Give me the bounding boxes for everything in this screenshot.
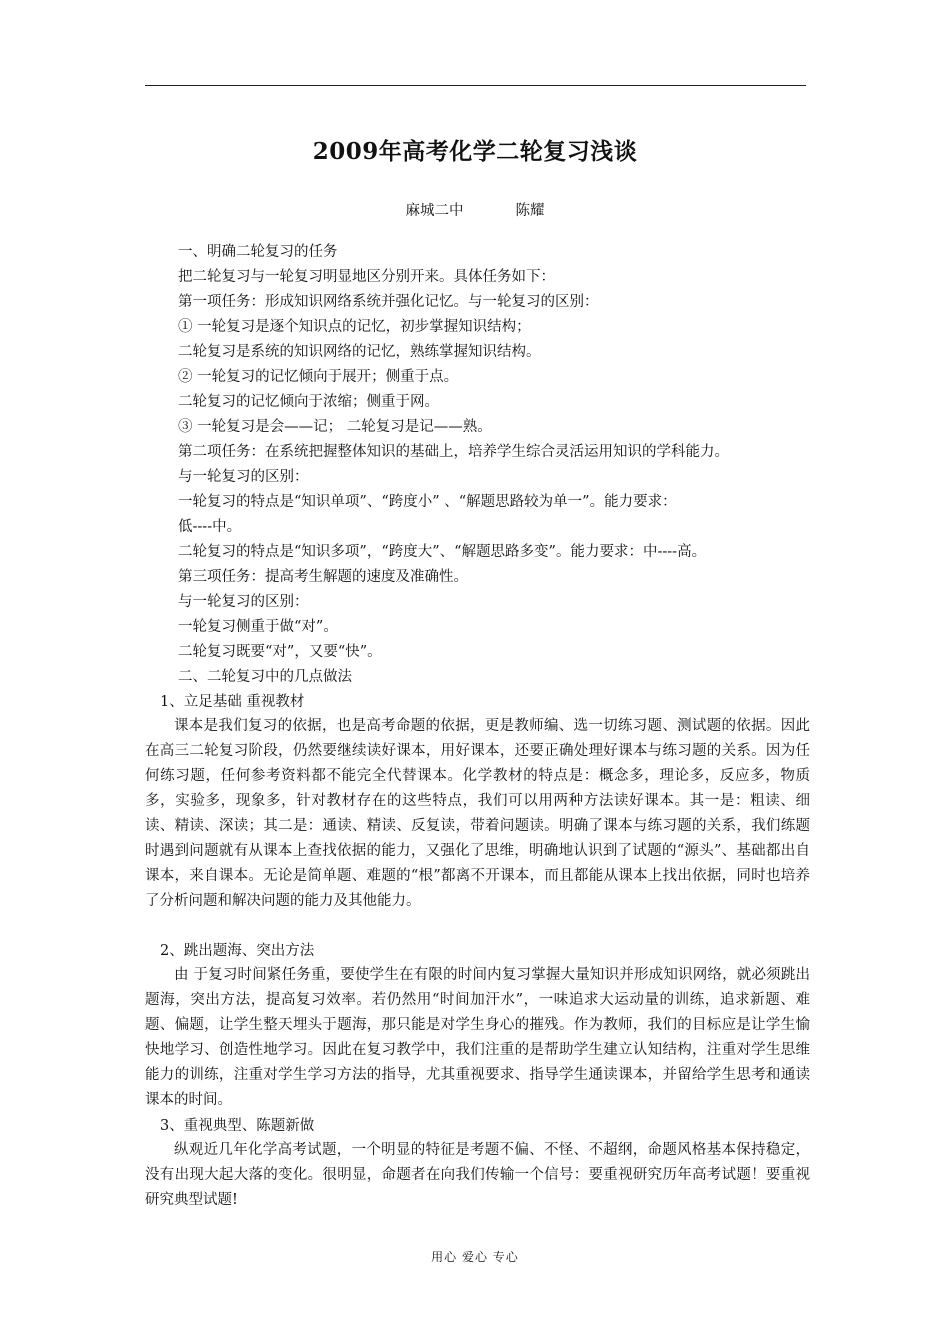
header-rule: [145, 85, 806, 86]
page-footer: 用心 爱心 专心: [431, 1250, 519, 1264]
line-15: 与一轮复习的区别：: [178, 594, 309, 610]
line-7: 二轮复习的记忆倾向于浓缩；侧重于网。: [178, 394, 439, 410]
line-16: 一轮复习侧重于做“对”。: [178, 619, 338, 635]
line-6: ② 一轮复习的记忆倾向于展开；侧重于点。: [178, 369, 459, 385]
line-10: 与一轮复习的区别：: [178, 469, 309, 485]
line-3: 第一项任务：形成知识网络系统并强化记忆。与一轮复习的区别：: [178, 294, 599, 310]
line-14: 第三项任务：提高考生解题的速度及准确性。: [178, 569, 468, 585]
line-8: ③ 一轮复习是会——记； 二轮复习是记——熟。: [178, 419, 492, 435]
line-11: 一轮复习的特点是“知识单项”、“跨度小” 、“解题思路较为单一”。能力要求：: [178, 494, 677, 510]
section-2-heading: 2、跳出题海、突出方法: [160, 943, 315, 959]
author-name: 陈耀: [515, 203, 545, 219]
section-3-heading: 3、重视典型、陈题新做: [160, 1118, 315, 1134]
line-4: ① 一轮复习是逐个知识点的记忆，初步掌握知识结构；: [178, 319, 531, 335]
document-title: 2009年高考化学二轮复习浅谈: [312, 138, 638, 165]
byline: [0, 199, 950, 220]
section-1-body: 课本是我们复习的依据，也是高考命题的依据，更是教师编、选一切练习题、测试题的依据。因此在高三二轮复习阶段，仍然要继续读好课本，用好课本，还要正确处理好课本与练习题的关系。因为任何练习题，任何参考资料都不能完全代替课本。化学教材的特点是：概念多，理论多，反应多，物质多，实验多，现象多，针对教材存在的这些特点，我们可以用两种方法读好课本。其一是：粗读、细读、精读、深读；其二是：通读、精读、反复读，带着问题读。明确了课本与练习题的关系，我们练题时遇到问题就有从课本上查找依据的能力，又强化了思维，明确地认识到了试题的“源头”、基础都出自课本，来自课本。无论是简单题、难题的“根”都离不开课本，而且都能从课本上找出依据，同时也培养了分析问题和解决问题的能力及其他能力。: [145, 718, 810, 909]
section-1-heading: 1、立足基础 重视教材: [160, 694, 305, 710]
section-3-body: 纵观近几年化学高考试题，一个明显的特征是考题不偏、不怪、不超纲，命题风格基本保持稳定，没有出现大起大落的变化。很明显，命题者在向我们传输一个信号：要重视研究历年高考试题！要重视研究典型试题!: [145, 1142, 810, 1208]
line-12: 低----中。: [178, 519, 242, 535]
line-5: 二轮复习是系统的知识网络的记忆，熟练掌握知识结构。: [178, 344, 541, 360]
line-9: 第二项任务：在系统把握整体知识的基础上，培养学生综合灵活运用知识的学科能力。: [178, 444, 729, 460]
section-2-body: 由 于复习时间紧任务重，要使学生在有限的时间内复习掌握大量知识并形成知识网络，就必须跳出题海，突出方法，提高复习效率。若仍然用“时间加汗水”，一味追求大运动量的训练，追求新题、难题、偏题，让学生整天埋头于题海，那只能是对学生身心的摧残。作为教师，我们的目标应是让学生愉快地学习、创造性地学习。因此在复习教学中，我们注重的是帮助学生建立认知结构，注重对学生思维能力的训练，注重对学生学习方法的指导，尤其重视要求、指导学生通读课本，并留给学生思考和通读课本的时间。: [145, 967, 810, 1108]
line-1: 一、明确二轮复习的任务: [178, 244, 338, 260]
line-18: 二、二轮复习中的几点做法: [178, 669, 352, 685]
line-13: 二轮复习的特点是“知识多项”，“跨度大”、“解题思路多变”。能力要求：中----高。: [178, 544, 707, 560]
line-2: 把二轮复习与一轮复习明显地区分别开来。具体任务如下：: [178, 269, 555, 285]
line-17: 二轮复习既要“对”，又要“快”。: [178, 644, 382, 660]
school-name: 麻城二中: [405, 203, 464, 219]
